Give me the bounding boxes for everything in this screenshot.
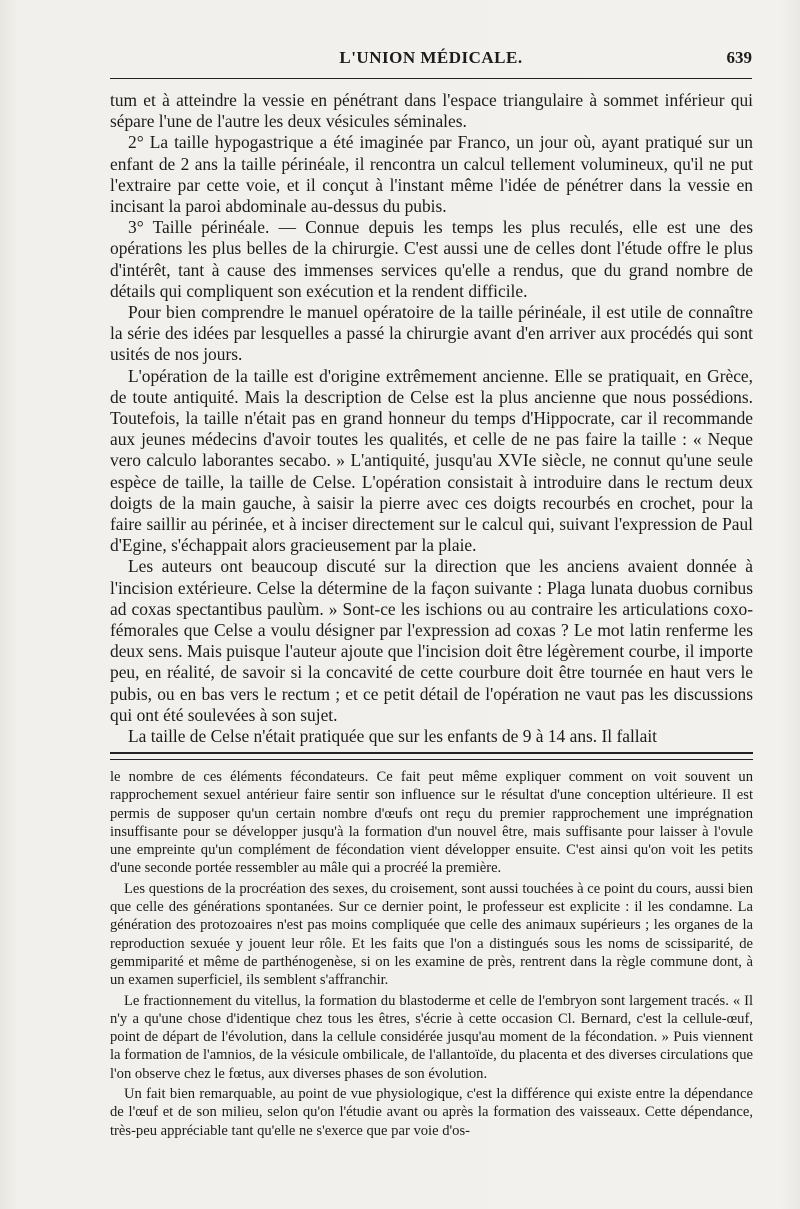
paragraph: La taille de Celse n'était pratiquée que sur les enfants de 9 à 14 ans. Il fallait [128,726,658,747]
paragraph: Les auteurs ont beaucoup discuté sur la direction que les anciens avaient donnée à l'incision extérieure. Celse la détermine de la façon suivante : Plaga lunata duobus cornibus ad coxas spectantibus paulùm. » Sont-ce les ischions ou au contraire les articulations coxo-fémorales que Celse a voulu désigner par l'expression ad coxas ? Le mot latin renferme les deux sens. Mais puisque l'auteur ajoute que l'incision doit être légèrement courbe, il importe peu, en réalité, de savoir si la concavité de cette courbure doit être tournée en haut vers le pubis, ou en bas vers le rectum ; et ce petit détail de l'opération ne vaut pas les discussions qui ont été soulevées à son sujet. [110,556,753,725]
page-number: 639 [726,48,752,67]
main-text [110,90,753,747]
paragraph: 3° Taille périnéale. — Connue depuis les temps les plus reculés, elle est une des opérations les plus belles de la chirurgie. C'est aussi une de celles dont l'étude offre le plus d'intérêt, tant à cause des immenses services qu'elle a rendus, que du grand nombre de détails qui compliquent son exécution et la rendent difficile. [110,217,753,301]
footnote-paragraph: Les questions de la procréation des sexes, du croisement, sont aussi touchées à ce point du cours, aussi bien que celle des générations spontanées. Sur ce dernier point, le professeur est explicite : il les condamne. La génération des protozoaires n'est pas moins compliquée que celle des animaux supérieurs ; les organes de la reproduction sexuée y jouent leur rôle. Et les faits que l'on a distingués sous les noms de scissiparité, de gemmiparité et même de parthénogenèse, si on les examine de près, rentrent dans la règle commune dont, à un examen superficiel, ils semblent s'affranchir. [110,880,753,989]
footnote-paragraph: Le fractionnement du vitellus, la formation du blastoderme et celle de l'embryon sont largement tracés. « Il n'y a qu'une chose d'identique chez tous les êtres, s'écrie à cette occasion Cl. Bernard, c'est la cellule-œuf, point de départ de l'évolution, dans la cellule considérée jusqu'au moment de la fécondation. » Puis viennent la formation de l'amnios, de la vésicule ombilicale, de l'allantoïde, du placenta et des diverses circulations que l'on observe chez le fœtus, aux diverses phases de son évolution. [110,992,753,1082]
paragraph: L'opération de la taille est d'origine extrêmement ancienne. Elle se pratiquait, en Grèce, de toute antiquité. Mais la description de Celse est la plus ancienne que nous possédions. Toutefois, la taille n'était pas en grand honneur du temps d'Hippocrate, car il recommande aux jeunes médecins d'avoir toutes les qualités, et celle de ne pas faire la taille : « Neque vero calculo laborantes secabo. » L'antiquité, jusqu'au XVIe siècle, ne connut qu'une seule espèce de taille, la taille de Celse. L'opération consistait à introduire dans le rectum deux doigts de la main gauche, à saisir la pierre avec ces doigts recourbés en crochet, pour la faire saillir au périnée, et à inciser directement sur le calcul qui, suivant l'expression de Paul d'Egine, s'échappait alors gracieusement par la plaie. [110,365,753,556]
footnote-paragraph: Un fait bien remarquable, au point de vue physiologique, c'est la différence qui existe entre la dépendance de l'œuf et de son milieu, selon qu'on l'étudie avant ou après la formation des vaisseaux. Cette dépendance, très-peu appréciable tant qu'elle ne s'exerce que par voie d'os- [110,1086,753,1139]
paragraph: tum et à atteindre la vessie en pénétrant dans l'espace triangulaire à sommet inférieur qui sépare l'une de l'autre les deux vésicules séminales. [110,90,753,132]
footnote-text [110,768,753,1140]
footnote-paragraph: le nombre de ces éléments fécondateurs. Ce fait peut même expliquer comment on voit souvent un rapprochement sexuel antérieur faire sentir son influence sur le résultat d'une conception ultérieure. Il est permis de supposer qu'un certain nombre d'œufs ont reçu du premier rapprochement une imprégnation insuffisante pour se développer jusqu'à la formation d'un nouvel être, mais suffisante pour laisser à l'ovule une empreinte qu'un complément de fécondation vient développer ensuite. C'est ainsi qu'on voit les petits d'une seconde portée ressembler au mâle qui a procréé la première. [110,769,753,877]
paragraph: Pour bien comprendre le manuel opératoire de la taille périnéale, il est utile de connaître la série des idées par lesquelles a passé la chirurgie avant d'en arriver aux procédés qui sont usités de nos jours. [110,302,753,365]
running-title: L'UNION MÉDICALE. [339,48,523,67]
footnote-separator [110,752,753,760]
running-header [110,48,752,74]
paragraph: 2° La taille hypogastrique a été imaginée par Franco, un jour où, ayant pratiqué sur un enfant de 2 ans la taille périnéale, il rencontra un calcul tellement volumineux, qu'il ne put l'extraire par cette voie, et il conçut à l'instant même l'idée de pénétrer dans la vessie en incisant la paroi abdominale au-dessus du pubis. [110,132,753,217]
header-rule [110,78,752,79]
